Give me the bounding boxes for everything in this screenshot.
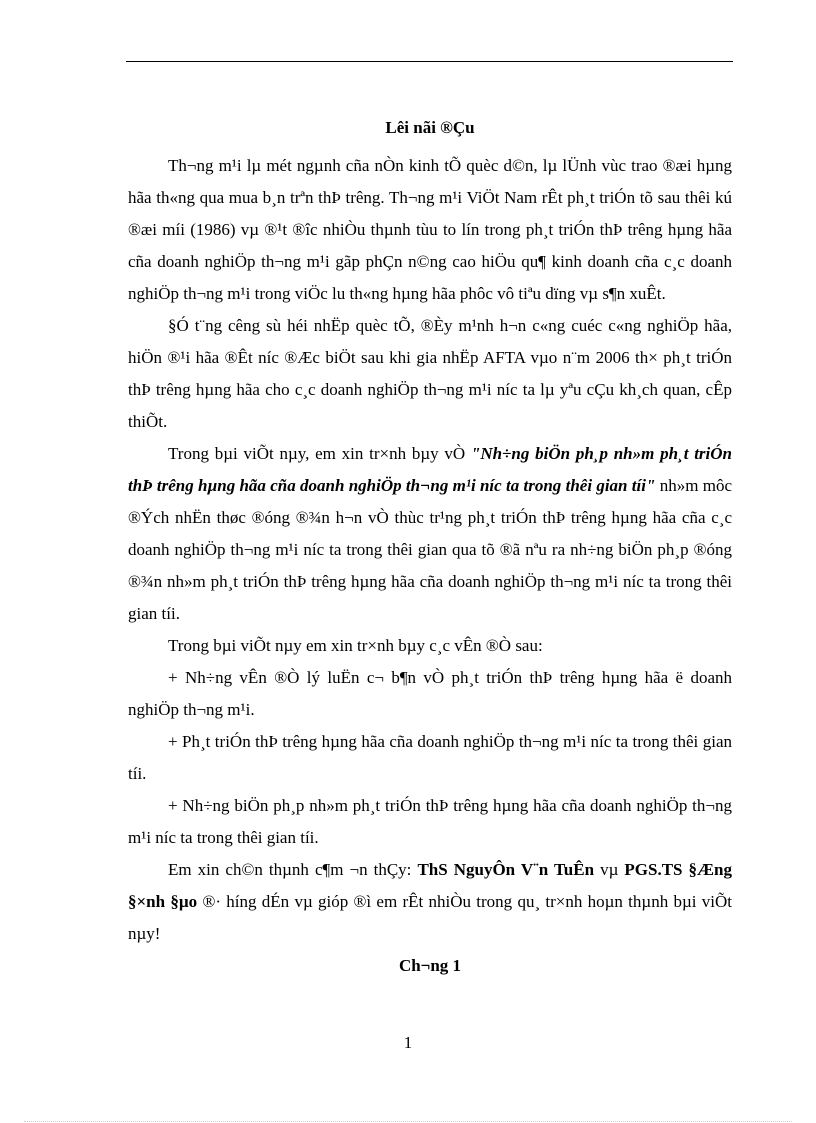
- outline-item-3: + Nh÷ng biÖn ph¸p nh»m ph¸t triÓn thÞ trêng hµng hãa cña doanh nghiÖp th¬ng m¹i níc ta trong thêi gian tíi.: [128, 796, 732, 847]
- page-number: 1: [403, 1033, 413, 1052]
- chapter-heading: Ch¬ng 1: [398, 956, 462, 975]
- paragraph-topic-rest: nh»m môc ®Ých nhËn thøc ®óng ®¾n h¬n vÒ thùc tr¹ng ph¸t triÓn thÞ trêng hµng hãa cña c¸c doanh nghiÖp th¬ng m¹i níc ta trong thêi gian qua tõ ®ã nªu ra nh÷ng biÖn ph¸p ®óng ®¾n nh»m ph¸t triÓn thÞ trêng hµng hãa cña doanh nghiÖp th¬ng m¹i níc ta trong thêi gian tíi.: [128, 476, 732, 623]
- thanks-lead: Em xin ch©n thµnh c¶m ¬n thÇy:: [168, 860, 418, 879]
- paragraph-intro: Th¬ng m¹i lµ mét ngµnh cña nÒn kinh tÕ quèc d©n, lµ lÜnh vùc trao ®æi hµng hãa th«ng qua mua b¸n trªn thÞ trêng. Th¬ng m¹i ViÖt Nam rÊt ph¸t triÓn tõ sau thêi kú ®æi míi (1986) vµ ®¹t ®îc nhiÒu thµnh tùu to lín trong ph¸t triÓn thÞ trêng hµng hãa cña doanh nghiÖp th¬ng m¹i gãp phÇn n©ng cao hiÖu qu¶ kinh doanh cña c¸c doanh nghiÖp th¬ng m¹i trong viÖc lu th«ng hµng hãa phôc vô tiªu dïng vµ s¶n xuÊt.: [128, 156, 732, 303]
- outline-item-2: + Ph¸t triÓn thÞ trêng hµng hãa cña doanh nghiÖp th¬ng m¹i níc ta trong thêi gian tíi.: [128, 732, 732, 783]
- paragraph-thanks: [128, 854, 732, 950]
- paragraph-topic-lead: Trong bµi viÕt nµy, em xin tr×nh bµy vÒ: [168, 444, 471, 463]
- advisor-name-2: PGS.TS §Æng §×nh §µo: [128, 860, 733, 911]
- paragraph-integration: §Ó t¨ng cêng sù héi nhËp quèc tÕ, ®Èy m¹nh h¬n c«ng cuéc c«ng nghiÖp hãa, hiÖn ®¹i hãa ®Êt níc ®Æc biÖt sau khi gia nhËp AFTA vµo n¨m 2006 th× ph¸t triÓn thÞ trêng hµng hãa cho c¸c doanh nghiÖp th¬ng m¹i níc ta lµ yªu cÇu kh¸ch quan, cÊp thiÕt.: [128, 316, 732, 431]
- topic-title: "Nh÷ng biÖn ph¸p nh»m ph¸t triÓn thÞ trêng hµng hãa cña doanh nghiÖp th¬ng m¹i níc ta trong thêi gian tíi": [128, 444, 732, 495]
- page-bottom-edge: [24, 1121, 792, 1122]
- outline-item-1: + Nh÷ng vÊn ®Ò lý luËn c¬ b¶n vÒ ph¸t triÓn thÞ trêng hµng hãa ë doanh nghiÖp th¬ng m¹i.: [128, 668, 732, 719]
- paragraph-topic: [128, 438, 732, 630]
- document-body: [128, 112, 732, 982]
- paragraph-outline: Trong bµi viÕt nµy em xin tr×nh bµy c¸c vÊn ®Ò sau:: [168, 636, 543, 655]
- thanks-conj: vµ: [594, 860, 625, 879]
- advisor-name-1: ThS NguyÔn V¨n TuÊn: [417, 860, 595, 879]
- page-title: Lêi nãi ®Çu: [385, 118, 475, 137]
- header-rule: [126, 61, 733, 62]
- thanks-rest: ®· híng dÉn vµ gióp ®ì em rÊt nhiÒu trong qu¸ tr×nh hoµn thµnh bµi viÕt nµy!: [128, 892, 732, 943]
